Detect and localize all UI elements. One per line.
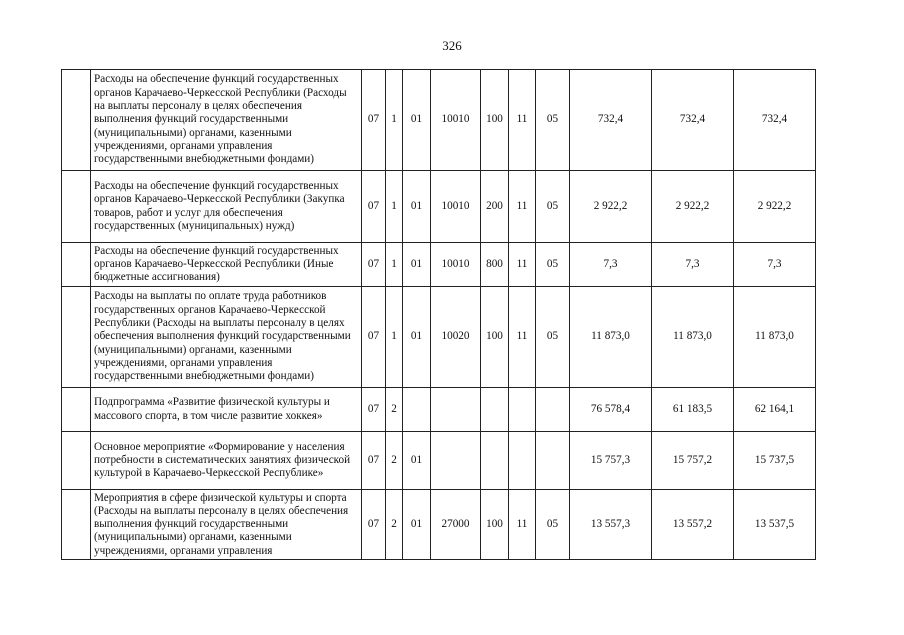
code-cell: 05 (536, 171, 570, 243)
description-cell: Расходы на обеспечение функций государственных органов Карачаево-Черкесской Республики (Иные бюджетные ассигнования) (91, 243, 362, 287)
code-cell: 07 (362, 171, 386, 243)
code-cell: 07 (362, 287, 386, 388)
amount-cell: 11 873,0 (734, 287, 816, 388)
description-cell: Расходы на обеспечение функций государственных органов Карачаево-Черкесской Республики (Расходы на выплаты персоналу в целях обеспечения выполнения функций государственными (муниципальными) органами, казенными учреждениями, органами управления государственными внебюджетными фондами) (91, 70, 362, 171)
code-cell (403, 388, 431, 432)
code-cell: 1 (386, 287, 403, 388)
code-cell: 1 (386, 70, 403, 171)
index-cell (62, 70, 91, 171)
table-row (62, 490, 816, 560)
code-cell (481, 388, 509, 432)
code-cell: 07 (362, 432, 386, 490)
table-row (62, 432, 816, 490)
index-cell (62, 243, 91, 287)
code-cell: 1 (386, 171, 403, 243)
table-row (62, 287, 816, 388)
table-row (62, 70, 816, 171)
amount-cell: 62 164,1 (734, 388, 816, 432)
code-cell: 07 (362, 388, 386, 432)
index-cell (62, 388, 91, 432)
code-cell: 200 (481, 171, 509, 243)
index-cell (62, 490, 91, 560)
code-cell: 01 (403, 490, 431, 560)
amount-cell: 732,4 (652, 70, 734, 171)
code-cell: 11 (509, 171, 536, 243)
description-text: Мероприятия в сфере физической культуры и спорта (Расходы на выплаты персоналу в целях обеспечения выполнения функций государственными (муниципальными) органами, казенными учреждениями, органами управления (94, 491, 349, 557)
description-cell: Подпрограмма «Развитие физической культуры и массового спорта, в том числе развитие хоккея» (91, 388, 362, 432)
code-cell: 01 (403, 287, 431, 388)
code-cell: 05 (536, 243, 570, 287)
amount-cell: 7,3 (570, 243, 652, 287)
code-cell: 1 (386, 243, 403, 287)
amount-cell: 15 737,5 (734, 432, 816, 490)
code-cell: 11 (509, 70, 536, 171)
description-cell (91, 490, 362, 560)
amount-cell: 7,3 (734, 243, 816, 287)
code-cell (536, 432, 570, 490)
code-cell: 01 (403, 432, 431, 490)
code-cell (536, 388, 570, 432)
code-cell: 100 (481, 70, 509, 171)
description-cell: Основное мероприятие «Формирование у населения потребности в систематических занятиях физической культурой в Карачаево-Черкесской Республике» (91, 432, 362, 490)
code-cell: 05 (536, 490, 570, 560)
amount-cell: 732,4 (570, 70, 652, 171)
index-cell (62, 432, 91, 490)
amount-cell: 13 557,3 (570, 490, 652, 560)
amount-cell: 2 922,2 (652, 171, 734, 243)
table-row (62, 243, 816, 287)
table-row (62, 171, 816, 243)
code-cell: 2 (386, 490, 403, 560)
code-cell: 07 (362, 490, 386, 560)
page-number: 326 (442, 38, 462, 53)
code-cell (431, 388, 481, 432)
amount-cell: 13 557,2 (652, 490, 734, 560)
description-cell: Расходы на выплаты по оплате труда работников государственных органов Карачаево-Черкесской Республики (Расходы на выплаты персоналу в целях обеспечения выполнения функций государственными (муниципальными) органами, казенными учреждениями, органами управления государственными внебюджетными фондами) (91, 287, 362, 388)
code-cell (509, 388, 536, 432)
amount-cell: 11 873,0 (570, 287, 652, 388)
index-cell (62, 287, 91, 388)
amount-cell: 15 757,3 (570, 432, 652, 490)
code-cell: 01 (403, 243, 431, 287)
code-cell (509, 432, 536, 490)
code-cell: 11 (509, 287, 536, 388)
code-cell: 05 (536, 70, 570, 171)
amount-cell: 61 183,5 (652, 388, 734, 432)
code-cell: 05 (536, 287, 570, 388)
amount-cell: 76 578,4 (570, 388, 652, 432)
index-cell (62, 171, 91, 243)
code-cell: 10010 (431, 171, 481, 243)
code-cell: 10010 (431, 70, 481, 171)
code-cell: 10020 (431, 287, 481, 388)
code-cell: 27000 (431, 490, 481, 560)
code-cell: 10010 (431, 243, 481, 287)
code-cell: 11 (509, 490, 536, 560)
amount-cell: 2 922,2 (734, 171, 816, 243)
description-cell: Расходы на обеспечение функций государственных органов Карачаево-Черкесской Республики (Закупка товаров, работ и услуг для обеспечения государственных (муниципальных) нужд) (91, 171, 362, 243)
amount-cell: 7,3 (652, 243, 734, 287)
amount-cell: 13 537,5 (734, 490, 816, 560)
code-cell: 11 (509, 243, 536, 287)
amount-cell: 2 922,2 (570, 171, 652, 243)
code-cell (431, 432, 481, 490)
amount-cell: 15 757,2 (652, 432, 734, 490)
code-cell: 07 (362, 243, 386, 287)
table-row (62, 388, 816, 432)
code-cell: 2 (386, 388, 403, 432)
code-cell: 100 (481, 287, 509, 388)
code-cell: 800 (481, 243, 509, 287)
code-cell: 07 (362, 70, 386, 171)
code-cell: 100 (481, 490, 509, 560)
code-cell: 01 (403, 70, 431, 171)
amount-cell: 11 873,0 (652, 287, 734, 388)
budget-table (61, 69, 816, 560)
code-cell (481, 432, 509, 490)
amount-cell: 732,4 (734, 70, 816, 171)
code-cell: 2 (386, 432, 403, 490)
code-cell: 01 (403, 171, 431, 243)
